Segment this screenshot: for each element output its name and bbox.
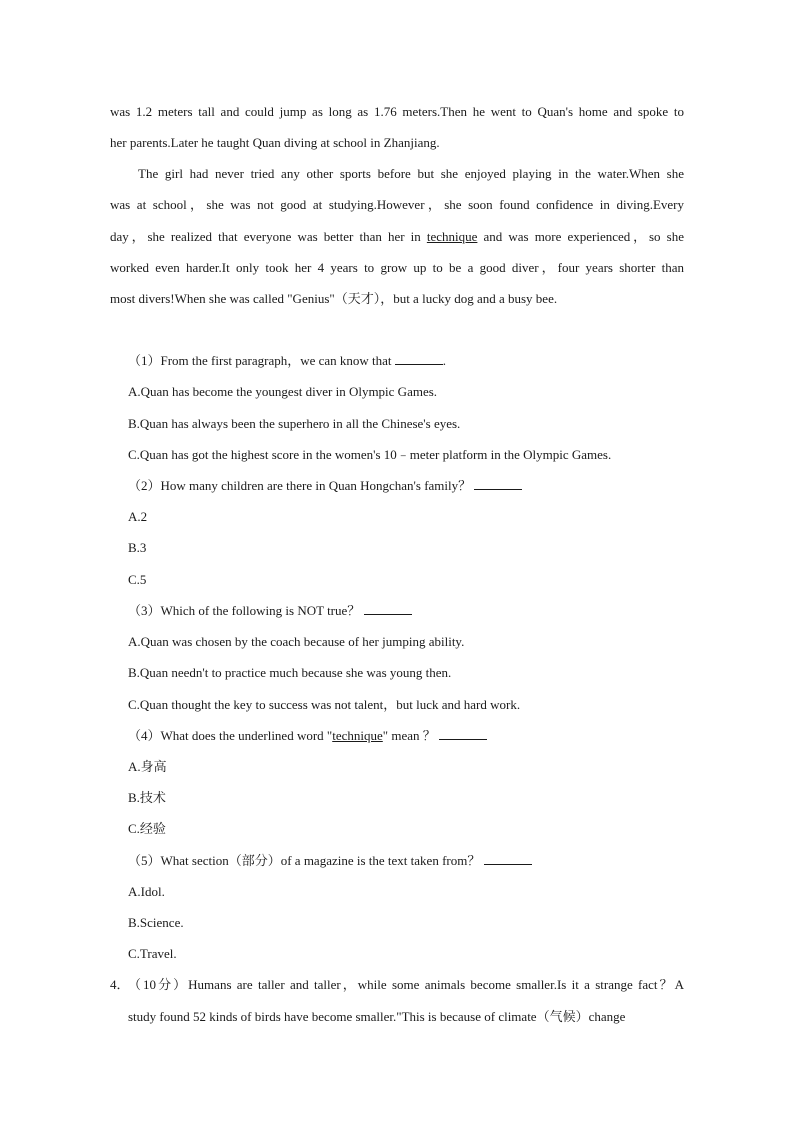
option-a: A.2 — [128, 509, 148, 524]
option-c: C.经验 — [128, 821, 166, 836]
option-c: C.Travel. — [128, 946, 177, 961]
underlined-word: technique — [332, 728, 383, 743]
question-text: " mean ？ — [382, 728, 439, 743]
option-c: C.Quan thought the key to success was not talent，but luck and hard work. — [128, 697, 521, 712]
question-line: study found 52 kinds of birds have become smaller."This is because of climate（气候）change — [128, 1009, 626, 1024]
answer-blank[interactable] — [484, 853, 532, 865]
answer-blank[interactable] — [439, 728, 487, 740]
question-stem — [128, 852, 532, 870]
passage-line — [110, 228, 684, 246]
passage-line: was 1.2 meters tall and could jump as long as 1.76 meters.Then he went to Quan's home and spoke to — [110, 104, 684, 119]
option-b: B.Quan has always been the superhero in all the Chinese's eyes. — [128, 416, 461, 431]
question-text: （5）What section（部分）of a magazine is the text taken from？ — [128, 853, 484, 868]
question-stem — [128, 727, 487, 745]
answer-blank[interactable] — [364, 603, 412, 615]
answer-blank[interactable] — [395, 353, 443, 365]
passage-line: her parents.Later he taught Quan diving at school in Zhanjiang. — [110, 135, 440, 150]
passage-line: The girl had never tried any other sports before but she enjoyed playing in the water.When she — [138, 166, 684, 181]
question-text: （4）What does the underlined word " — [128, 728, 333, 743]
question-text: （1）From the first paragraph，we can know that — [128, 353, 395, 368]
passage-text: day，she realized that everyone was better than her in — [110, 229, 427, 244]
option-b: B.Science. — [128, 915, 184, 930]
option-c: C.Quan has got the highest score in the women's 10﹣meter platform in the Olympic Games. — [128, 447, 612, 462]
option-a: A.Quan has become the youngest diver in Olympic Games. — [128, 384, 438, 399]
option-c: C.5 — [128, 572, 147, 587]
question-stem — [128, 352, 446, 370]
question-stem — [128, 602, 412, 620]
question-text: （2）How many children are there in Quan Hongchan's family？ — [128, 478, 475, 493]
option-a: A.Quan was chosen by the coach because of her jumping ability. — [128, 634, 465, 649]
passage-line: most divers!When she was called "Genius"（天才），but a lucky dog and a busy bee. — [110, 291, 558, 306]
passage-line: worked even harder.It only took her 4 years to grow up to be a good diver，four years shorter than — [110, 260, 684, 275]
underlined-word: technique — [426, 229, 478, 244]
passage-line: was at school，she was not good at studying.However，she soon found confidence in diving.Every — [110, 197, 684, 212]
passage-text: and was more experienced，so she — [477, 229, 684, 244]
answer-blank[interactable] — [474, 478, 522, 490]
question-text: （3）Which of the following is NOT true？ — [128, 603, 364, 618]
question-text: . — [442, 353, 447, 368]
option-a: A.身高 — [128, 759, 167, 774]
question-number: 4． — [110, 977, 130, 992]
option-b: B.Quan needn't to practice much because she was young then. — [128, 665, 452, 680]
option-a: A.Idol. — [128, 884, 165, 899]
option-b: B.3 — [128, 540, 147, 555]
question-line: （10分）Humans are taller and taller，while some animals become smaller.Is it a strange fact？A — [128, 977, 684, 992]
option-b: B.技术 — [128, 790, 166, 805]
question-stem — [128, 477, 522, 495]
